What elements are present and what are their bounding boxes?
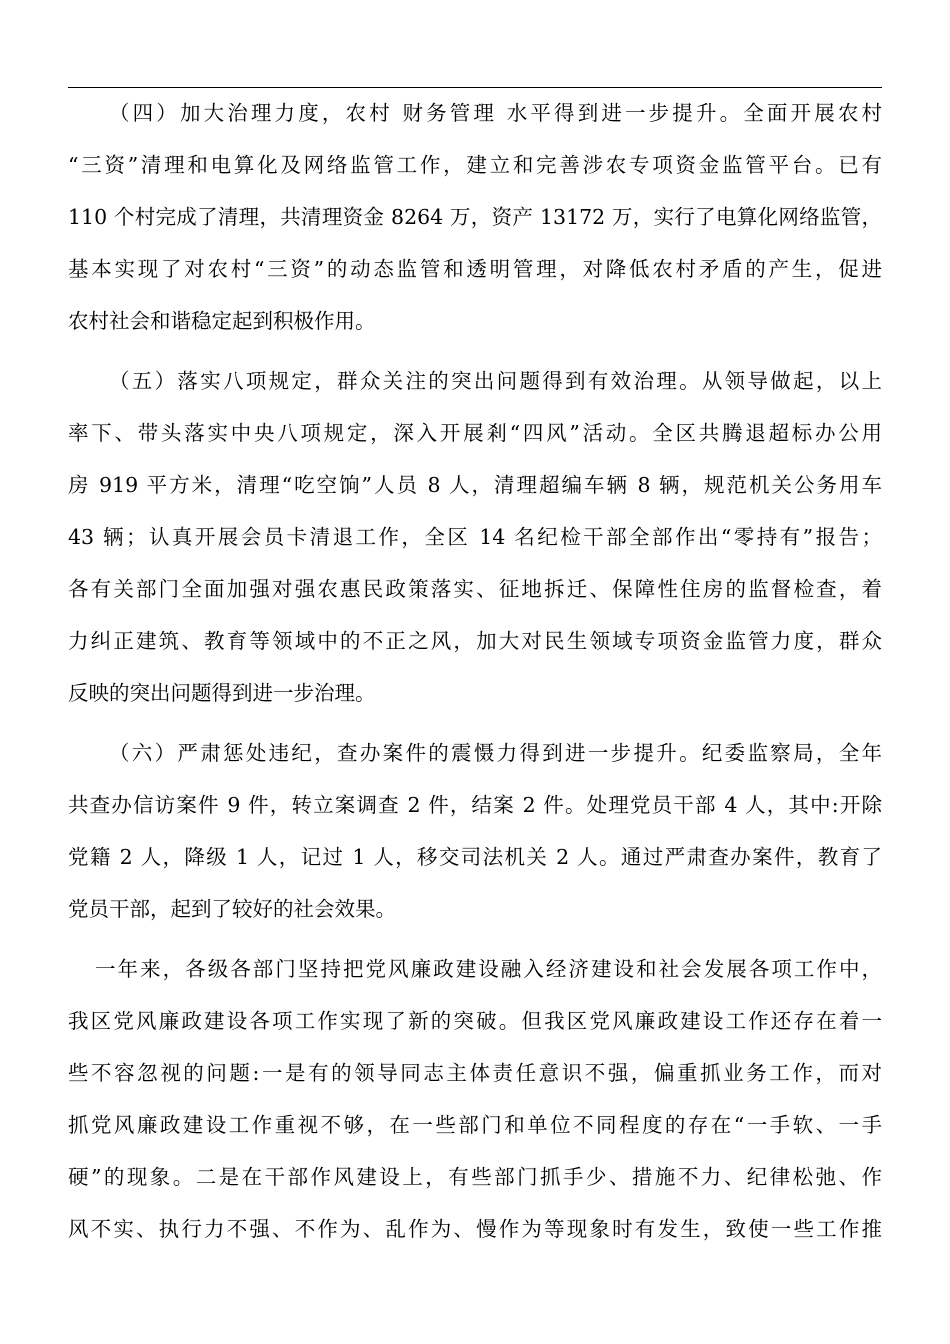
text-line: 些不容忽视的问题:一是有的领导同志主体责任意识不强，偏重抓业务工作，而对 [68,1061,882,1085]
header-rule [68,87,882,88]
paragraph-summary-problems [68,952,882,1264]
text-line: （六）严肃惩处违纪，查办案件的震慑力得到进一步提升。纪委监察局，全年 [109,741,882,765]
text-line: “三资”清理和电算化及网络监管工作，建立和完善涉农专项资金监管平台。已有 [68,153,882,177]
text-line: 43 辆；认真开展会员卡清退工作，全区 14 名纪检干部全部作出“零持有”报告； [68,525,882,549]
text-line: 农村社会和谐稳定起到积极作用。 [68,309,376,333]
text-line: 基本实现了对农村“三资”的动态监管和透明管理，对降低农村矛盾的产生，促进 [68,257,882,281]
text-line: 党籍 2 人，降级 1 人，记过 1 人，移交司法机关 2 人。通过严肃查办案件，教育了 [68,845,882,869]
text-line: 共查办信访案件 9 件，转立案调查 2 件，结案 2 件。处理党员干部 4 人，其中:开除 [68,793,882,817]
text-line: 反映的突出问题得到进一步治理。 [68,681,376,705]
paragraph-five-eight-regulations [68,364,882,728]
text-line: 房 919 平方米，清理“吃空饷”人员 8 人，清理超编车辆 8 辆，规范机关公务用车 [68,473,882,497]
text-line: （五）落实八项规定，群众关注的突出问题得到有效治理。从领导做起，以上 [109,369,882,393]
text-line: 党员干部，起到了较好的社会效果。 [68,897,396,921]
paragraph-six-discipline-cases [68,736,882,944]
text-line: （四）加大治理力度，农村 财务管理 水平得到进一步提升。全面开展农村 [109,101,882,125]
text-line: 110 个村完成了清理，共清理资金 8264 万，资产 13172 万，实行了电算化网络监管， [68,205,882,229]
paragraph-four-finance-management [68,96,882,356]
text-line: 率下、带头落实中央八项规定，深入开展剎“四风”活动。全区共腾退超标办公用 [68,421,882,445]
text-line: 风不实、执行力不强、不作为、乱作为、慢作为等现象时有发生，致使一些工作推 [68,1217,882,1241]
text-line: 我区党风廉政建设各项工作实现了新的突破。但我区党风廉政建设工作还存在着一 [68,1009,882,1033]
text-line: 抓党风廉政建设工作重视不够，在一些部门和单位不同程度的存在“一手软、一手 [68,1113,882,1137]
text-line: 硬”的现象。二是在干部作风建设上，有些部门抓手少、措施不力、纪律松弛、作 [68,1165,882,1189]
text-line: 各有关部门全面加强对强农惠民政策落实、征地拆迁、保障性住房的监督检查，着 [68,577,882,601]
text-line: 一年来，各级各部门坚持把党风廉政建设融入经济建设和社会发展各项工作中， [95,957,882,981]
text-line: 力纠正建筑、教育等领域中的不正之风，加大对民生领域专项资金监管力度，群众 [68,629,882,653]
document-body [68,96,882,1272]
